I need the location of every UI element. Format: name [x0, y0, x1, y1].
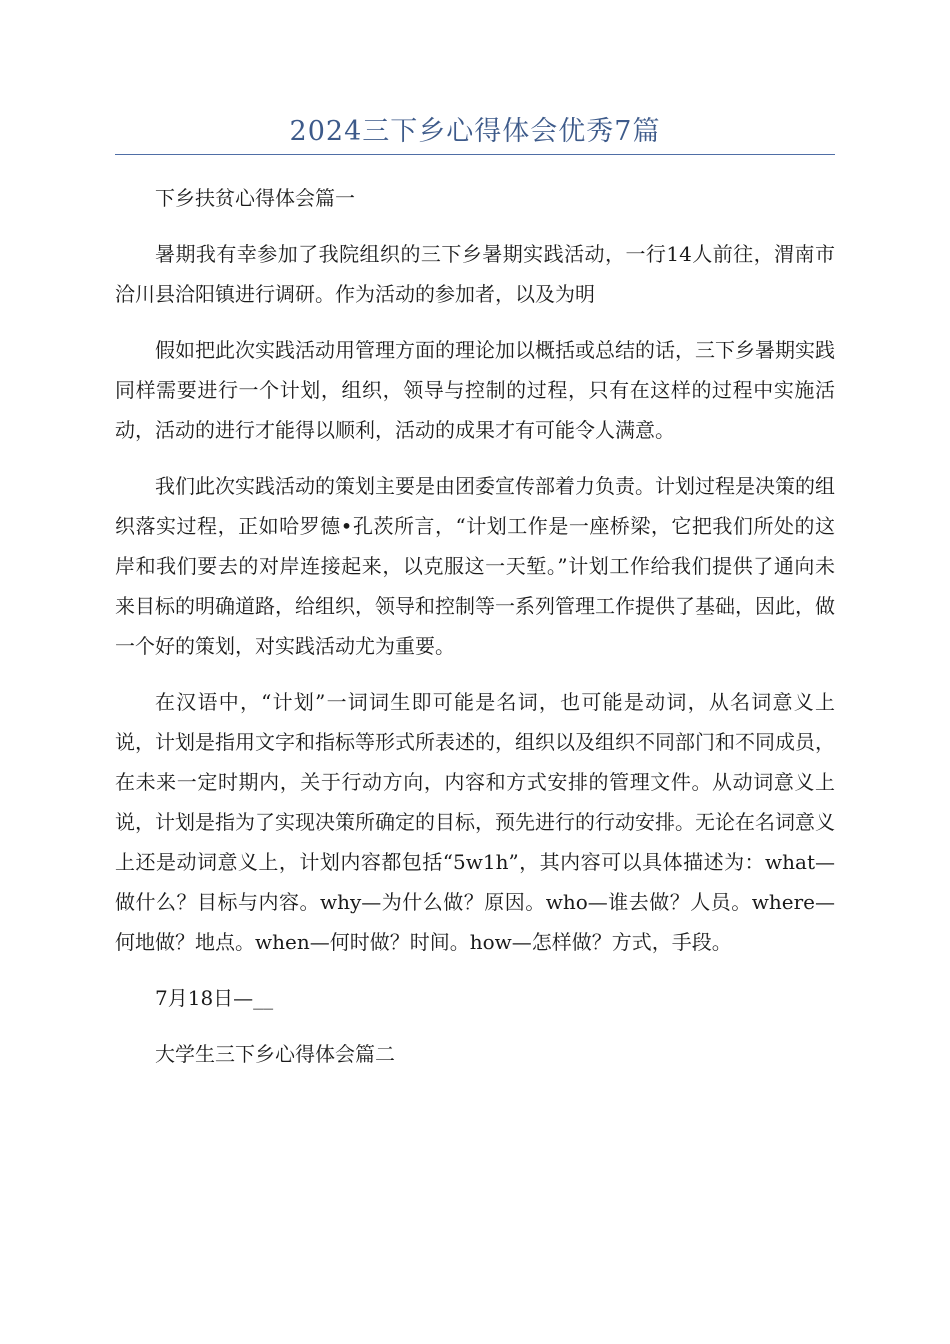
date-line: 7月18日—__ [155, 986, 274, 1010]
document-body [115, 178, 835, 1090]
paragraph-4: 在汉语中，“计划”一词词生即可能是名词，也可能是动词，从名词意义上说，计划是指用文字和指标等形式所表述的，组织以及组织不同部门和不同成员，在未来一定时期内，关于行动方向，内容和方式安排的管理文件。从动词意义上说，计划是指为了实现决策所确定的目标，预先进行的行动安排。无论在名词意义上还是动词意义上，计划内容都包括“5w1h”，其内容可以具体描述为：what—做什么？目标与内容。why—为什么做？原因。who—谁去做？人员。where—何地做？地点。when—何时做？时间。how—怎样做？方式，手段。 [115, 690, 835, 954]
document-title: 2024三下乡心得体会优秀7篇 [289, 116, 661, 147]
paragraph-3: 我们此次实践活动的策划主要是由团委宣传部着力负责。计划过程是决策的组织落实过程，正如哈罗德•孔茨所言，“计划工作是一座桥梁，它把我们所处的这岸和我们要去的对岸连接起来，以克服这一天堑。”计划工作给我们提供了通向未来目标的明确道路，给组织，领导和控制等一系列管理工作提供了基础，因此，做一个好的策划，对实践活动尤为重要。 [115, 474, 835, 658]
paragraph-2: 假如把此次实践活动用管理方面的理论加以概括或总结的话，三下乡暑期实践同样需要进行一个计划，组织，领导与控制的过程，只有在这样的过程中实施活动，活动的进行才能得以顺利，活动的成果才有可能令人满意。 [115, 338, 835, 442]
section-heading-1: 下乡扶贫心得体会篇一 [155, 186, 355, 210]
paragraph-1: 暑期我有幸参加了我院组织的三下乡暑期实践活动，一行14人前往，渭南市洽川县洽阳镇进行调研。作为活动的参加者，以及为明 [115, 242, 835, 306]
section-heading-2: 大学生三下乡心得体会篇二 [155, 1042, 395, 1066]
title-underline [115, 154, 835, 155]
